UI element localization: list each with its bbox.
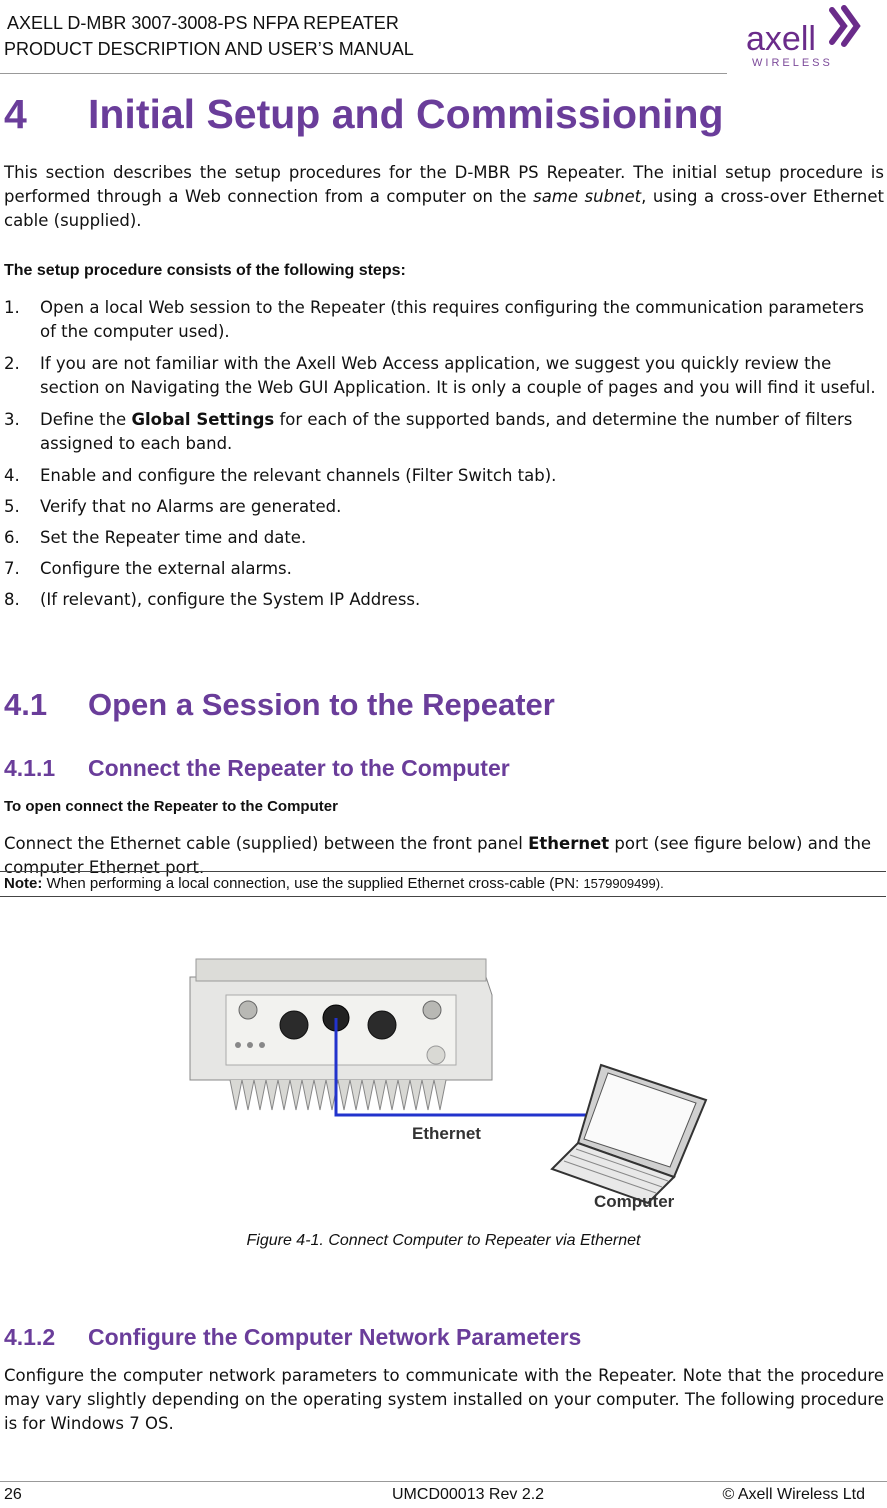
intro-text-b: , using a cross-over Ethernet cable (supplied). (4, 187, 884, 230)
note-label: Note: (4, 875, 43, 892)
logo-chevron-icon (826, 4, 864, 48)
step-number: 6. (4, 528, 20, 547)
page-number: 26 (4, 1486, 22, 1503)
running-header (4, 10, 414, 62)
note-end: ). (655, 876, 664, 891)
list-item (4, 352, 884, 400)
section-4-1-heading (4, 686, 555, 724)
list-item (4, 588, 884, 612)
chapter-intro (4, 161, 884, 233)
step-number: 1. (4, 298, 20, 317)
steps-lead: The setup procedure consists of the following steps: (4, 262, 406, 279)
document-id: UMCD00013 Rev 2.2 (392, 1486, 545, 1503)
chapter-title: Initial Setup and Commissioning (88, 91, 724, 137)
step-number: 7. (4, 559, 20, 578)
step-number: 5. (4, 497, 20, 516)
step-text: Enable and configure the relevant channels (Filter Switch tab). (40, 466, 557, 485)
procedure-lead: To open connect the Repeater to the Computer (4, 798, 338, 815)
step-text: Verify that no Alarms are generated. (40, 497, 342, 516)
step-text: (If relevant), configure the System IP Address. (40, 590, 421, 609)
logo-subtitle: WIRELESS (752, 57, 833, 69)
network-paragraph: Configure the computer network parameters to communicate with the Repeater. Note that the procedure may vary slightly depending on the operating system installed on your computer. The following procedure is for Windows 7 OS. (4, 1366, 884, 1433)
connect-text-b: port (see figure below) and the computer Ethernet port. (4, 834, 872, 877)
list-item (4, 526, 884, 550)
step-text-pre: Define the (40, 410, 132, 429)
figure-label-ethernet: Ethernet (412, 1124, 481, 1143)
note-text: When performing a local connection, use the supplied Ethernet cross-cable (PN: (42, 875, 584, 892)
figure-label-computer: Computer (594, 1192, 675, 1211)
list-item (4, 296, 884, 344)
chapter-heading (4, 90, 724, 138)
step-text: If you are not familiar with the Axell Web Access application, we suggest you quickly review the section on Navigating the Web GUI Application. It is only a couple of pages and you will find it useful. (40, 354, 876, 397)
copyright: © Axell Wireless Ltd (722, 1486, 865, 1503)
step-text-bold: Global Settings (131, 410, 275, 429)
list-item (4, 408, 884, 456)
step-text: Open a local Web session to the Repeater (this requires configuring the communication parameters of the computer used). (40, 298, 864, 341)
list-item (4, 557, 884, 581)
section-title: Open a Session to the Repeater (88, 687, 555, 722)
header-divider (0, 73, 727, 74)
connect-text-bold: Ethernet (528, 834, 610, 853)
step-text-post: for each of the supported bands, and determine the number of filters assigned to each band. (40, 410, 853, 453)
footer-divider (0, 1481, 887, 1482)
step-text: Set the Repeater time and date. (40, 528, 307, 547)
logo-wordmark: axell (746, 20, 816, 58)
list-item (4, 495, 884, 519)
connection-figure (186, 955, 716, 1215)
step-number: 8. (4, 590, 20, 609)
step-number: 3. (4, 410, 20, 429)
connect-text-a: Connect the Ethernet cable (supplied) between the front panel (4, 834, 529, 853)
section-number: 4.1.2 (4, 1324, 56, 1350)
section-4-1-1-heading (4, 753, 510, 783)
step-text: Configure the external alarms. (40, 559, 292, 578)
laptop-illustration (552, 1065, 706, 1203)
note-part-number: 1579909499 (583, 876, 656, 891)
list-item (4, 464, 884, 488)
intro-text-a: This section describes the setup procedures for the D-MBR PS Repeater. The initial setup procedure is performed through a Web connection from a computer on the (4, 163, 884, 206)
axell-logo (742, 0, 862, 72)
intro-emphasis: same subnet (533, 187, 642, 206)
header-line-2: PRODUCT DESCRIPTION AND USER’S MANUAL (4, 39, 414, 59)
section-4-1-2-heading (4, 1322, 581, 1352)
header-line-1: AXELL D-MBR 3007-3008-PS NFPA REPEATER (7, 13, 399, 33)
step-number: 4. (4, 466, 20, 485)
section-title: Connect the Repeater to the Computer (88, 755, 510, 781)
note-box (0, 871, 886, 897)
section-title: Configure the Computer Network Parameters (88, 1324, 582, 1350)
setup-steps-list (4, 296, 884, 620)
section-number: 4.1 (4, 687, 48, 722)
figure-caption: Figure 4-1. Connect Computer to Repeater via Ethernet (246, 1232, 641, 1249)
repeater-illustration (190, 959, 492, 1110)
step-number: 2. (4, 354, 20, 373)
section-number: 4.1.1 (4, 755, 56, 781)
chapter-number: 4 (4, 91, 27, 137)
